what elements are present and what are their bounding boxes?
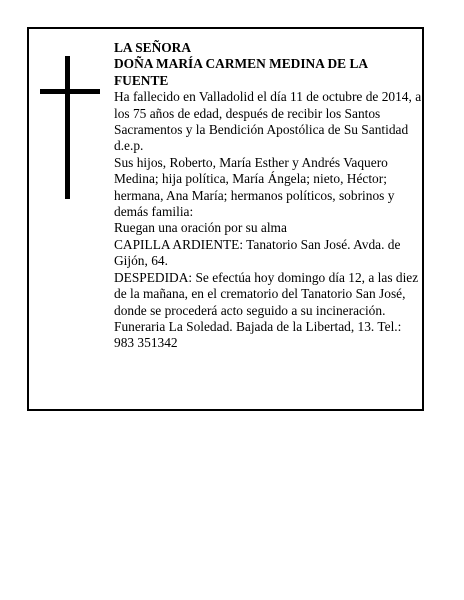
prayer-request: Ruegan una oración por su alma (114, 220, 287, 236)
obituary-notice (27, 27, 424, 411)
family-list: Sus hijos, Roberto, María Esther y Andrés Vaquero Medina; hija política, María Ángela; nieto, Héctor; hermana, Ana María; hermanos políticos, sobrinos y demás familia: (114, 154, 395, 220)
deceased-name: DOÑA MARÍA CARMEN MEDINA DE LA FUENTE (114, 56, 368, 88)
latin-cross-icon (40, 56, 100, 199)
death-announcement: Ha fallecido en Valladolid el día 11 de octubre de 2014, a los 75 años de edad, después de recibir los Santos Sacramentos y la Bendición Apostólica de Su Santidad (114, 89, 422, 138)
dep-line: d.e.p. (114, 138, 144, 154)
cross-horizontal-bar (40, 89, 100, 94)
notice-text-block (114, 40, 423, 352)
funeral-home-info: Funeraria La Soledad. Bajada de la Libertad, 13. Tel.: 983 351342 (114, 318, 402, 351)
notice-title-line: LA SEÑORA (114, 40, 192, 55)
farewell-info: DESPEDIDA: Se efectúa hoy domingo día 12, a las diez de la mañana, en el crematorio del Tanatorio San José, donde se procederá acto seguido a su incineración. (114, 269, 419, 318)
cross-vertical-bar (65, 56, 70, 199)
chapel-info: CAPILLA ARDIENTE: Tanatorio San José. Avda. de Gijón, 64. (114, 236, 401, 269)
